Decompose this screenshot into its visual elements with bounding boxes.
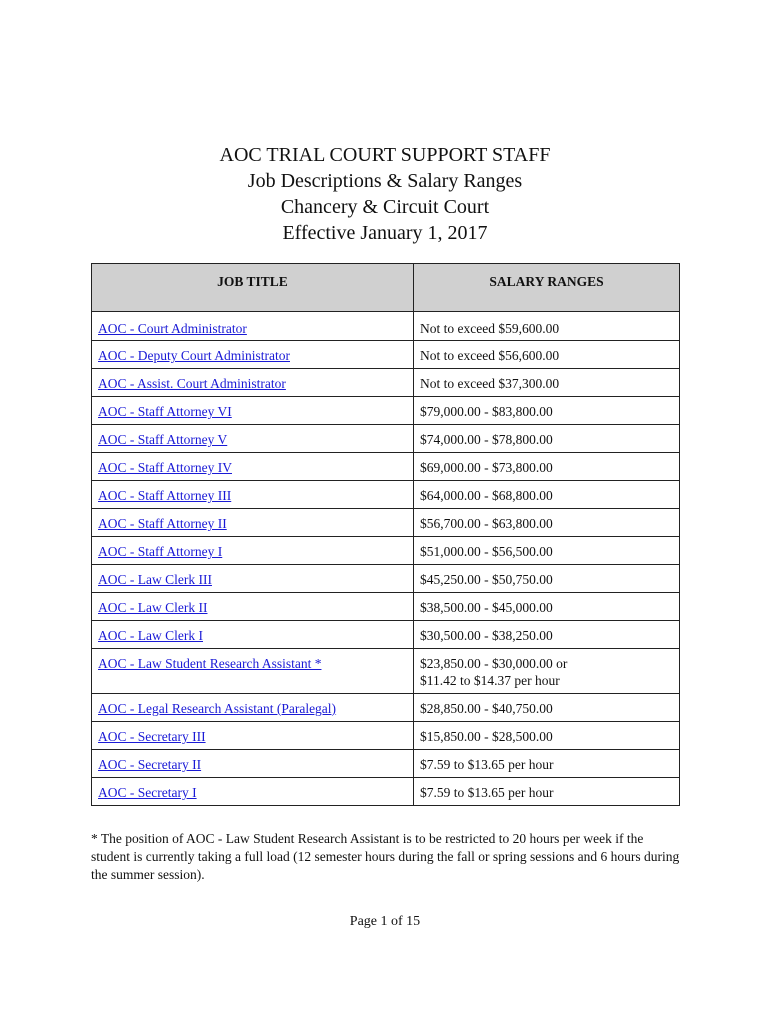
title-line-1: AOC TRIAL COURT SUPPORT STAFF: [219, 144, 551, 166]
salary-range-cell: [414, 593, 680, 621]
salary-range-cell: [414, 537, 680, 565]
salary-range-text: $69,000.00 - $73,800.00: [420, 460, 553, 475]
table-body: [92, 312, 680, 806]
title-line-3: Chancery & Circuit Court: [280, 196, 490, 218]
table-row: [92, 509, 680, 537]
salary-range-cell: [414, 778, 680, 806]
job-title-link[interactable]: AOC - Secretary II: [98, 757, 202, 772]
salary-range-text-line-2: $11.42 to $14.37 per hour: [420, 673, 560, 688]
salary-range-cell: [414, 341, 680, 369]
column-header-salary-ranges: SALARY RANGES: [414, 264, 680, 312]
table-row: [92, 593, 680, 621]
table-row: [92, 694, 680, 722]
job-title-cell: [92, 369, 414, 397]
job-title-link[interactable]: AOC - Law Clerk III: [98, 572, 212, 587]
table-row: [92, 341, 680, 369]
job-title-link[interactable]: AOC - Staff Attorney VI: [98, 404, 232, 419]
table-row: [92, 778, 680, 806]
job-title-link[interactable]: AOC - Court Administrator: [98, 321, 247, 336]
job-title-link[interactable]: AOC - Assist. Court Administrator: [98, 376, 286, 391]
job-title-cell: [92, 397, 414, 425]
salary-range-text: $28,850.00 - $40,750.00: [420, 701, 553, 716]
job-title-link[interactable]: AOC - Deputy Court Administrator: [98, 348, 290, 363]
job-title-cell: [92, 722, 414, 750]
table-row: [92, 425, 680, 453]
salary-range-text: $56,700.00 - $63,800.00: [420, 516, 553, 531]
job-title-link[interactable]: AOC - Staff Attorney I: [98, 544, 223, 559]
job-title-link[interactable]: AOC - Staff Attorney II: [98, 516, 227, 531]
salary-range-text: $15,850.00 - $28,500.00: [420, 729, 553, 744]
salary-range-text: $7.59 to $13.65 per hour: [420, 785, 554, 800]
salary-range-text: Not to exceed $56,600.00: [420, 348, 560, 363]
job-title-link[interactable]: AOC - Law Student Research Assistant *: [98, 656, 322, 671]
table-row: [92, 453, 680, 481]
title-line-2: Job Descriptions & Salary Ranges: [247, 170, 523, 192]
salary-range-text: $45,250.00 - $50,750.00: [420, 572, 553, 587]
job-title-link[interactable]: AOC - Staff Attorney V: [98, 432, 228, 447]
salary-range-text: $7.59 to $13.65 per hour: [420, 757, 554, 772]
salary-range-cell: [414, 649, 680, 694]
page-number: Page 1 of 15: [349, 914, 421, 929]
job-title-cell: [92, 778, 414, 806]
salary-range-text: $38,500.00 - $45,000.00: [420, 600, 553, 615]
salary-range-cell: [414, 722, 680, 750]
job-title-cell: [92, 537, 414, 565]
salary-range-cell: [414, 425, 680, 453]
salary-range-cell: [414, 694, 680, 722]
footnote: * The position of AOC - Law Student Research Assistant is to be restricted to 20 hours per week if the student is currently taking a full load (12 semester hours during the fall or spring sessions and 6 hours during the summer session).: [91, 831, 680, 882]
salary-range-cell: [414, 750, 680, 778]
table-row: [92, 750, 680, 778]
table-row: [92, 369, 680, 397]
job-title-cell: [92, 694, 414, 722]
job-title-link[interactable]: AOC - Law Clerk I: [98, 628, 203, 643]
job-title-cell: [92, 593, 414, 621]
job-title-link[interactable]: AOC - Secretary III: [98, 729, 206, 744]
job-title-cell: [92, 481, 414, 509]
table-row: [92, 649, 680, 694]
salary-range-cell: [414, 509, 680, 537]
job-title-link[interactable]: AOC - Staff Attorney IV: [98, 460, 232, 475]
salary-range-cell: [414, 621, 680, 649]
job-title-cell: [92, 649, 414, 694]
salary-table: [91, 263, 680, 806]
job-title-link[interactable]: AOC - Staff Attorney III: [98, 488, 232, 503]
table-row: [92, 621, 680, 649]
table-row: [92, 481, 680, 509]
job-title-cell: [92, 750, 414, 778]
column-header-job-title: JOB TITLE: [92, 264, 414, 312]
salary-range-text: Not to exceed $59,600.00: [420, 321, 560, 336]
salary-range-text: $51,000.00 - $56,500.00: [420, 544, 553, 559]
job-title-cell: [92, 565, 414, 593]
job-title-cell: [92, 509, 414, 537]
table-row: [92, 397, 680, 425]
job-title-link[interactable]: AOC - Secretary I: [98, 785, 197, 800]
job-title-cell: [92, 312, 414, 341]
salary-range-cell: [414, 312, 680, 341]
salary-range-cell: [414, 369, 680, 397]
salary-range-text: $79,000.00 - $83,800.00: [420, 404, 553, 419]
job-title-cell: [92, 341, 414, 369]
salary-range-cell: [414, 565, 680, 593]
document-title: [0, 142, 770, 246]
title-line-4: Effective January 1, 2017: [282, 222, 488, 244]
job-title-link[interactable]: AOC - Law Clerk II: [98, 600, 208, 615]
table-row: [92, 537, 680, 565]
salary-range-text: $64,000.00 - $68,800.00: [420, 488, 553, 503]
job-title-cell: [92, 453, 414, 481]
job-title-cell: [92, 425, 414, 453]
table-row: [92, 312, 680, 341]
salary-range-text: $23,850.00 - $30,000.00 or: [420, 656, 568, 671]
table-row: [92, 565, 680, 593]
salary-range-cell: [414, 481, 680, 509]
table-header-row: [92, 264, 680, 312]
salary-range-text: $74,000.00 - $78,800.00: [420, 432, 553, 447]
job-title-link[interactable]: AOC - Legal Research Assistant (Paralegal): [98, 701, 337, 716]
salary-range-cell: [414, 397, 680, 425]
table-row: [92, 722, 680, 750]
job-title-cell: [92, 621, 414, 649]
salary-range-text: Not to exceed $37,300.00: [420, 376, 560, 391]
salary-range-text: $30,500.00 - $38,250.00: [420, 628, 553, 643]
salary-range-cell: [414, 453, 680, 481]
